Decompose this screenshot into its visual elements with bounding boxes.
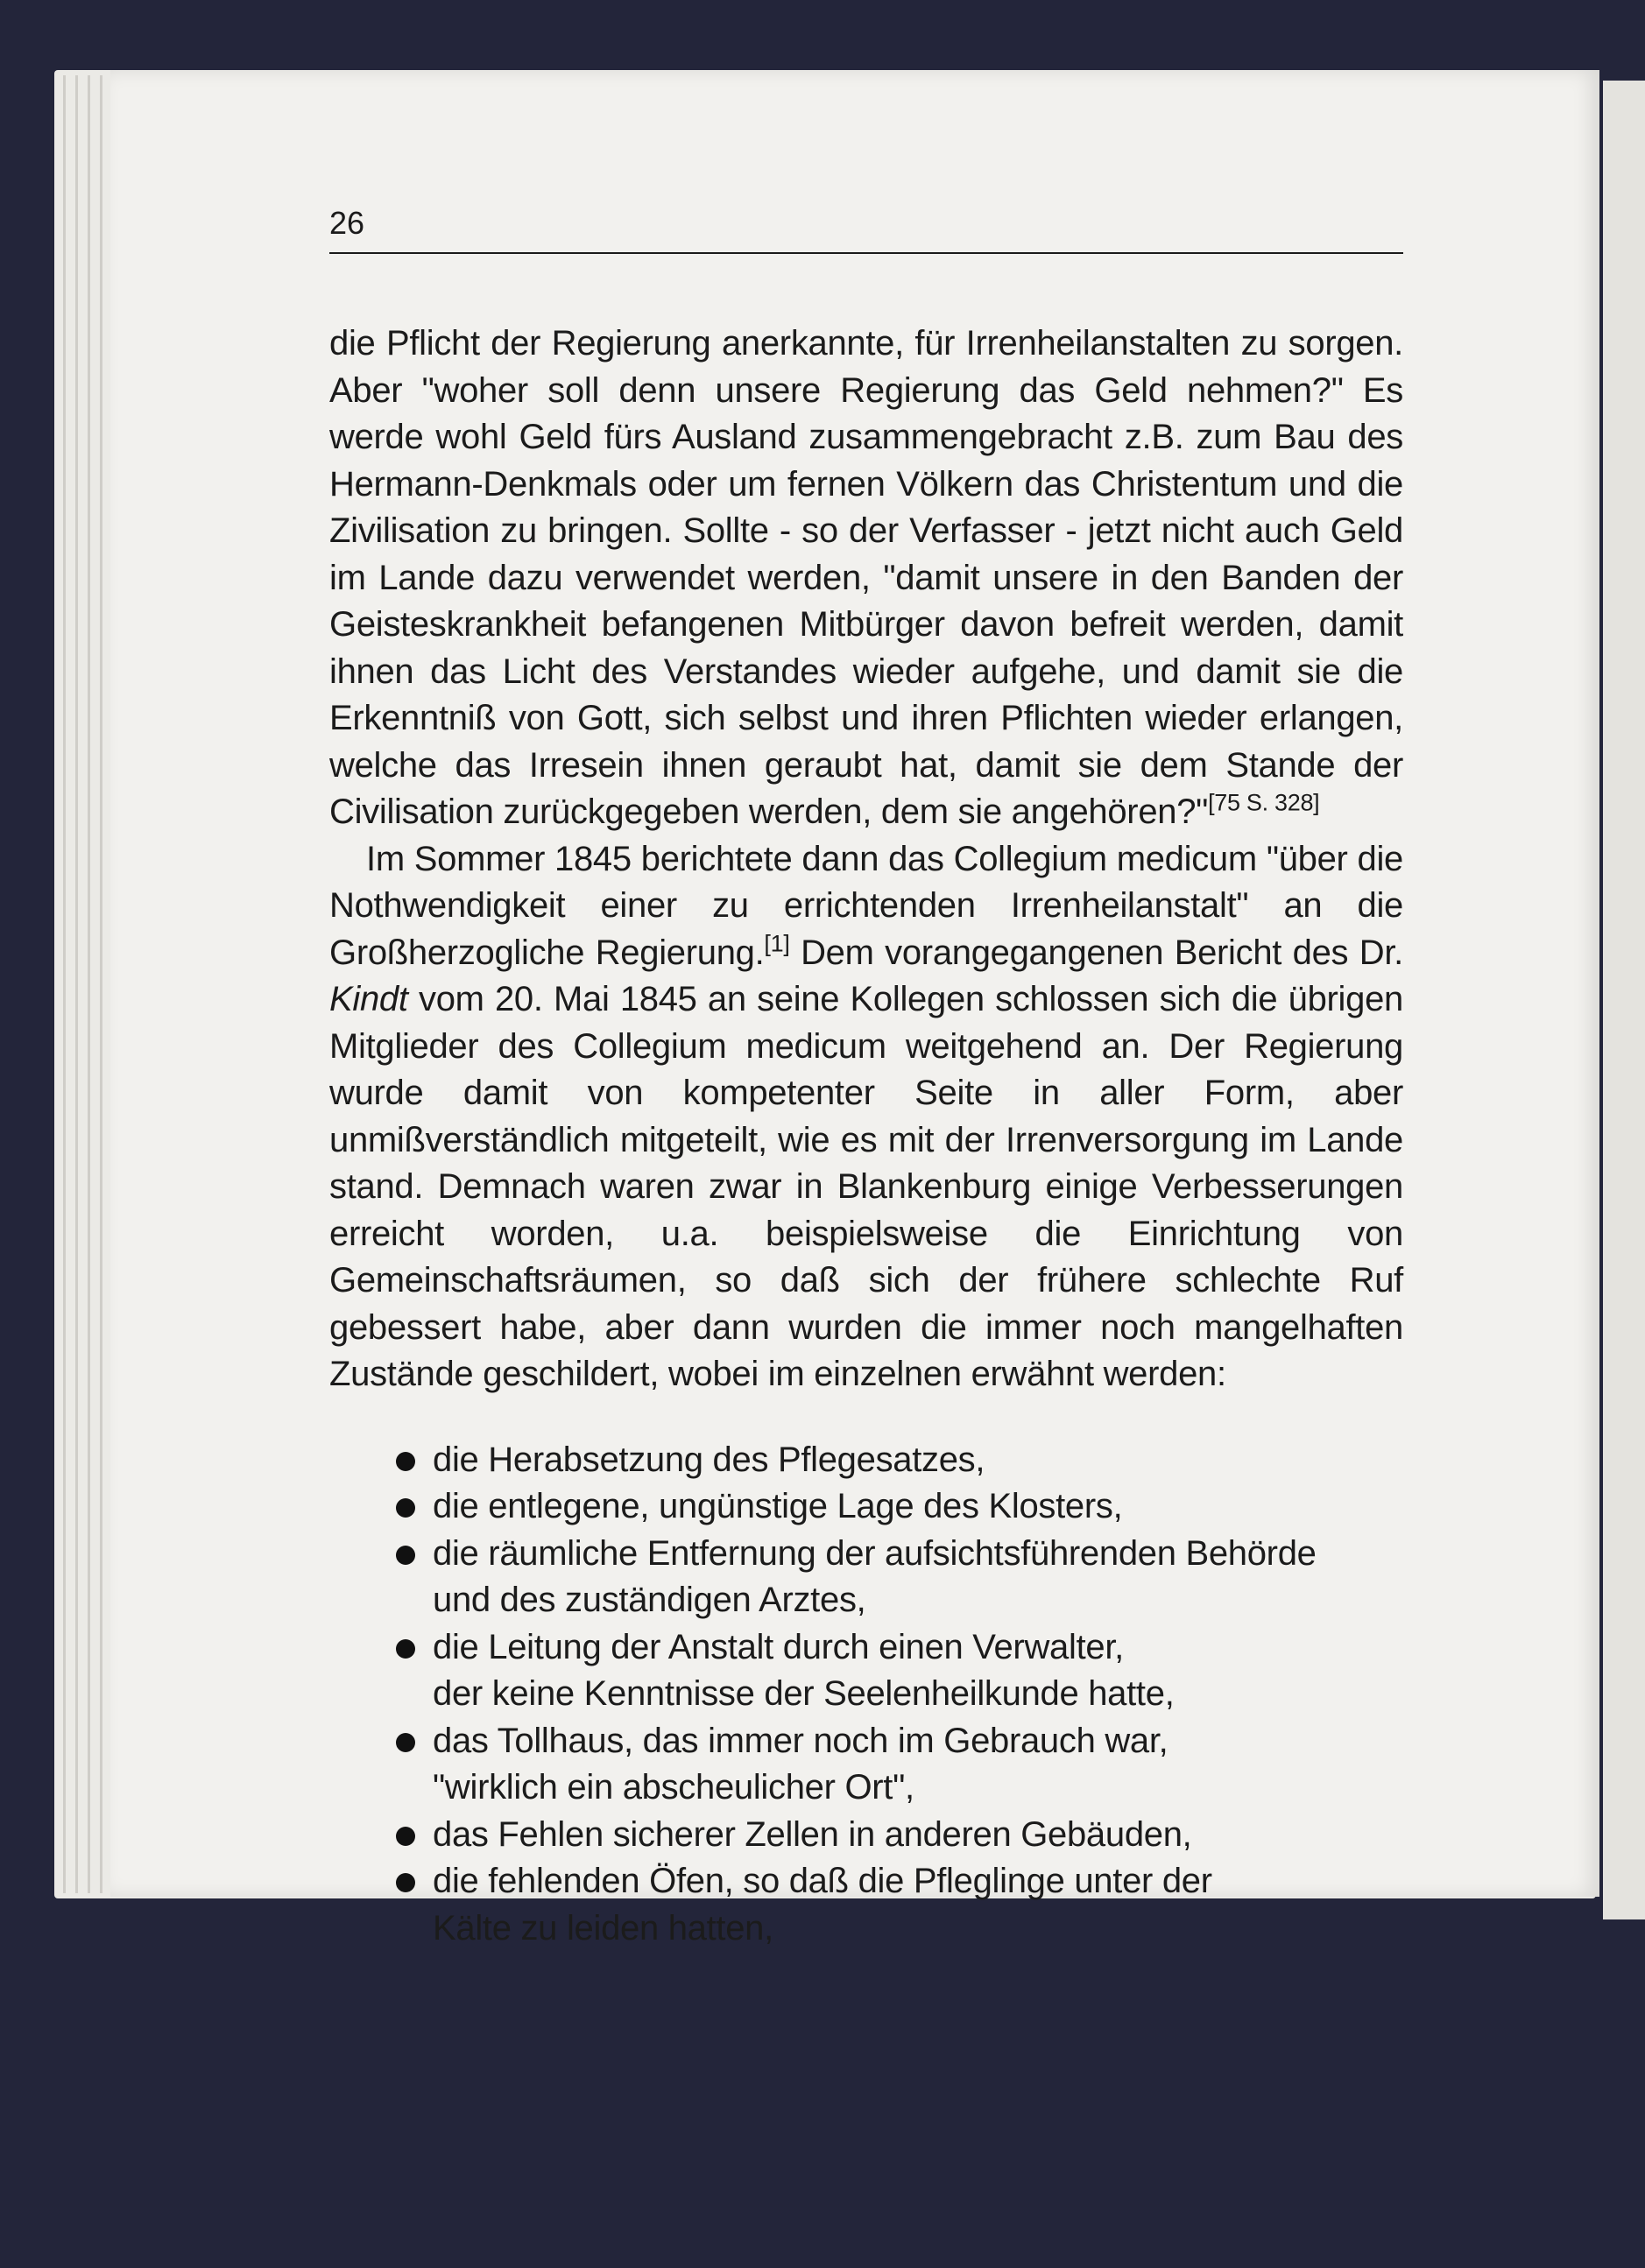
- list-item: [329, 1812, 1403, 1859]
- page-edge: [63, 75, 66, 1893]
- paragraph: [329, 320, 1403, 836]
- facing-page-edge: [1603, 81, 1645, 1919]
- list-item: [329, 1437, 1403, 1484]
- list-item-text: die Herabsetzung des Pflegesatzes,: [433, 1440, 985, 1479]
- page-edge: [88, 75, 90, 1893]
- list-item: [329, 1858, 1403, 1952]
- list-item: [329, 1718, 1403, 1812]
- list-item-text: und des zuständigen Arztes,: [433, 1581, 866, 1619]
- paragraph-text: die Pflicht der Regierung anerkannte, für Irrenheilanstalten zu sorgen. Aber "woher soll denn unsere Regierung das Geld nehmen?" Es werde wohl Geld fürs Ausland zusammengebracht z.B. zum Bau des Hermann-Denkmals oder um fernen Völkern das Christentum und die Zivilisation zu bringen. Sollte - so der Verfasser - jetzt nicht auch Geld im Lande dazu verwendet werden, "damit unsere in den Banden der Geisteskrankheit befangenen Mitbürger davon befreit werden, damit ihnen das Licht des Verstandes wieder aufgehe, und damit sie die Erkenntniß von Gott, sich selbst und ihren Pflichten wieder erlangen, welche das Irresein ihnen geraubt hat, damit sie dem Stande der Civilisation zurückgegeben werden, dem sie angehören?": [329, 324, 1403, 831]
- body-text: [329, 320, 1403, 1952]
- list-item-text: "wirklich ein abscheulicher Ort",: [433, 1768, 914, 1807]
- list-item-text: die entlegene, ungünstige Lage des Klosters,: [433, 1487, 1123, 1525]
- list-item-text: das Fehlen sicherer Zellen in anderen Gebäuden,: [433, 1814, 1192, 1854]
- paragraph-text: Dem vorangegangenen Bericht des Dr.: [789, 933, 1403, 972]
- list-item-text: die Leitung der Anstalt durch einen Verwalter,: [433, 1627, 1124, 1666]
- page-edge: [100, 75, 102, 1893]
- bullet-list: [329, 1437, 1403, 1953]
- list-item-text: der keine Kenntnisse der Seelenheilkunde hatte,: [433, 1674, 1175, 1713]
- paragraph: [329, 836, 1403, 1398]
- citation: [75 S. 328]: [1208, 789, 1320, 816]
- list-item: [329, 1624, 1403, 1718]
- list-item-text: die räumliche Entfernung der aufsichtsführenden Behörde: [433, 1533, 1317, 1573]
- header-rule: [329, 252, 1403, 254]
- page-number: 26: [329, 205, 365, 241]
- list-item: [329, 1531, 1403, 1624]
- paragraph-text: Im Sommer 1845 berichtete dann das Collegium medicum "über die Nothwendigkeit einer zu errichtenden Irrenheilanstalt" an die Großherzogliche Regierung.: [329, 839, 1403, 972]
- footnote-marker: [1]: [764, 930, 790, 957]
- person-name: Kindt: [329, 980, 408, 1018]
- list-item-text: das Tollhaus, das immer noch im Gebrauch war,: [433, 1721, 1168, 1760]
- list-item: [329, 1483, 1403, 1531]
- paragraph-text: vom 20. Mai 1845 an seine Kollegen schlossen sich die übrigen Mitglieder des Collegium medicum weitgehend an. Der Regierung wurde damit von kompetenter Seite in aller Form, aber unmißverständlich mitgeteilt, wie es mit der Irrenversorgung im Lande stand. Demnach waren zwar in Blankenburg einige Verbesserungen erreicht worden, u.a. beispielsweise die Einrichtung von Gemeinschaftsräumen, so daß sich der frühere schlechte Ruf gebessert habe, aber dann wurden die immer noch mangelhaften Zustände geschildert, wobei im einzelnen erwähnt werden:: [329, 980, 1403, 1393]
- page-edge: [75, 75, 78, 1893]
- list-item-text: die fehlenden Öfen, so daß die Pfleglinge unter der: [433, 1862, 1212, 1900]
- list-item-text: Kälte zu leiden hatten,: [433, 1908, 773, 1948]
